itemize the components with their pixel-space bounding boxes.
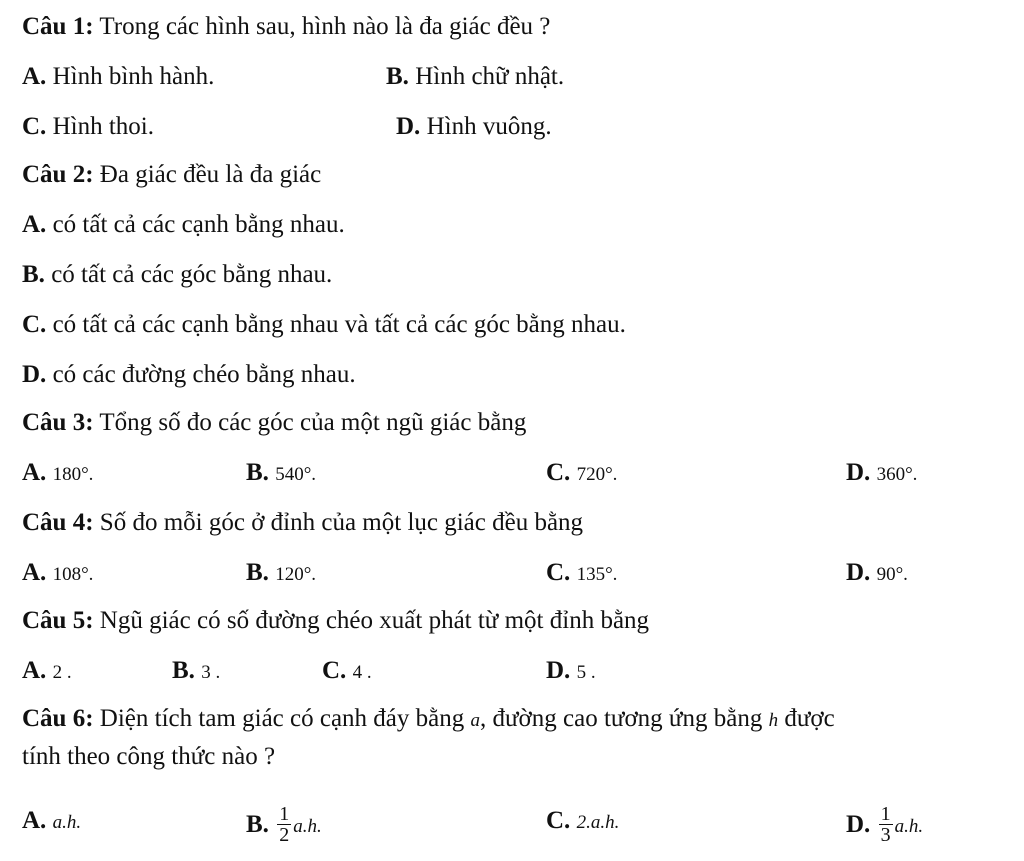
fraction-one-half [277,804,291,845]
option-text: 3 . [201,662,221,683]
option-text: có các đường chéo bằng nhau. [52,361,356,388]
question-5-label: Câu 5: [22,607,94,634]
question-1-label: Câu 1: [22,13,94,40]
question-5-text: Ngũ giác có số đường chéo xuất phát từ một đỉnh bằng [99,607,650,634]
question-1 [22,12,550,42]
option-letter: A. [22,63,47,90]
q1-option-d[interactable] [396,112,552,142]
option-text: có tất cả các góc bằng nhau. [51,261,333,288]
option-letter: A. [22,459,47,486]
option-text: 108°. [52,564,94,585]
option-text: Hình bình hành. [52,63,215,90]
question-4 [22,508,583,538]
fraction-one-third [879,804,893,845]
q3-option-d[interactable] [846,458,917,490]
option-letter: A. [22,657,47,684]
q4-option-b[interactable] [246,558,316,590]
question-3-text: Tổng số đo các góc của một ngũ giác bằng [99,409,527,436]
option-text: 5 . [576,662,596,683]
question-4-label: Câu 4: [22,509,94,536]
question-6-text-part3: được [784,705,835,732]
option-text: a.h. [52,812,82,833]
option-text: 135°. [576,564,618,585]
option-letter: C. [546,559,571,586]
q4-option-a[interactable] [22,558,93,590]
option-text: 4 . [352,662,372,683]
option-letter: C. [22,113,47,140]
q1-option-c[interactable] [22,112,154,142]
option-letter: D. [22,361,47,388]
option-text: 120°. [275,564,317,585]
option-letter: C. [322,657,347,684]
option-text: 540°. [275,464,317,485]
fraction-numerator: 1 [279,803,290,825]
fraction-numerator: 1 [880,803,891,825]
option-text: 2.a.h. [576,812,620,833]
q6-option-c[interactable] [546,806,619,838]
variable-h: h [768,710,779,731]
option-letter: A. [22,211,47,238]
option-text: 2 . [52,662,72,683]
option-text: có tất cả các cạnh bằng nhau và tất cả các góc bằng nhau. [52,311,626,338]
option-letter: D. [846,811,871,839]
question-6-text-part1: Diện tích tam giác có cạnh đáy bằng [99,705,465,732]
variable-a: a [470,710,480,731]
q2-option-b[interactable] [22,260,332,290]
option-text: có tất cả các cạnh bằng nhau. [52,211,345,238]
fraction-denominator: 3 [880,824,891,846]
option-text: a.h. [894,816,924,838]
option-letter: D. [396,113,421,140]
option-text: 360°. [876,464,918,485]
q1-option-a[interactable] [22,62,214,92]
option-letter: B. [246,811,269,839]
question-6-line-2: tính theo công thức nào ? [22,743,276,770]
q5-option-c[interactable] [322,656,372,688]
q6-option-a[interactable] [22,806,81,838]
option-letter: C. [22,311,47,338]
option-text: a.h. [293,816,322,838]
question-4-text: Số đo mỗi góc ở đỉnh của một lục giác đều bằng [99,509,584,536]
option-text: Hình thoi. [52,113,154,140]
q3-option-a[interactable] [22,458,93,490]
option-text: Hình vuông. [426,113,552,140]
option-letter: A. [22,807,47,834]
question-5 [22,606,649,636]
option-text: 180°. [52,464,94,485]
q2-option-a[interactable] [22,210,345,240]
question-6-text-part2: , đường cao tương ứng bằng [480,705,763,732]
q3-option-c[interactable] [546,458,617,490]
question-1-text: Trong các hình sau, hình nào là đa giác đều ? [99,13,551,40]
q4-option-d[interactable] [846,558,908,590]
q5-option-b[interactable] [172,656,220,688]
option-letter: B. [246,459,269,486]
option-letter: D. [846,559,871,586]
option-letter: C. [546,459,571,486]
option-letter: A. [22,559,47,586]
question-2-label: Câu 2: [22,161,94,188]
q6-option-d[interactable] [846,803,924,847]
q3-option-b[interactable] [246,458,316,490]
option-letter: B. [22,261,45,288]
question-2 [22,160,321,190]
question-2-text: Đa giác đều là đa giác [99,161,322,188]
q5-option-d[interactable] [546,656,596,688]
option-text: 90°. [876,564,908,585]
option-text: Hình chữ nhật. [415,63,565,90]
option-letter: C. [546,807,571,834]
question-6 [22,704,835,736]
question-3-label: Câu 3: [22,409,94,436]
q5-option-a[interactable] [22,656,72,688]
q1-option-b[interactable] [386,62,564,92]
option-letter: B. [246,559,269,586]
q2-option-d[interactable] [22,360,356,390]
question-3 [22,408,526,438]
q2-option-c[interactable] [22,310,626,340]
fraction-denominator: 2 [279,824,290,846]
option-letter: B. [172,657,195,684]
question-6-label: Câu 6: [22,705,94,732]
option-letter: B. [386,63,409,90]
option-text: 720°. [576,464,618,485]
q6-option-b[interactable] [246,803,322,847]
q4-option-c[interactable] [546,558,617,590]
option-letter: D. [546,657,571,684]
option-letter: D. [846,459,871,486]
